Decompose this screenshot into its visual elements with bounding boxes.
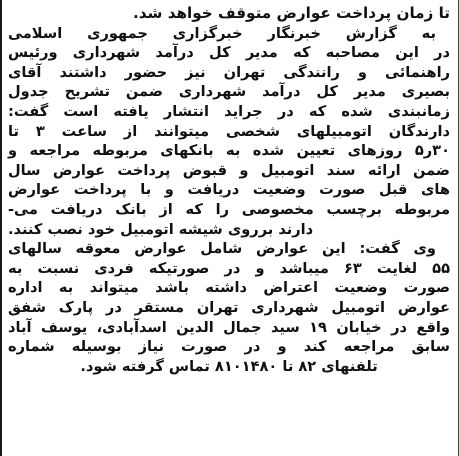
article-line-4: راهنمائی و رانندگی تهران نیز حضور داشتند آقای	[8, 63, 450, 81]
article-line-12: دارند برروی شیشه اتومبیل خود نصب کنند.	[8, 220, 314, 238]
article-line-17: واقع در خیابان ۱۹ سید جمال الدین اسدآبادی، یوسف آباد	[8, 318, 450, 336]
article-line-7: دارندگان اتومبیلهای شخصی میتوانند از ساعت ۳ تا	[8, 122, 451, 140]
article-line-19: تلفنهای ۸۲ تا ۸۱۰۱۴۸۰ تماس گرفته شود.	[80, 357, 378, 375]
article-line-10: های قبل صورت وضعیت دریافت و با پرداخت عوارض	[8, 181, 450, 199]
article-line-8: ۳۰ر۵ روزهای تعیین شده به بانکهای مربوطه مراجعه و	[8, 142, 450, 160]
article-line-3: در این مصاحبه که مدیر کل درآمد شهرداری ورئیس	[8, 44, 450, 62]
article-line-16: عوارض اتومبیل شهرداری تهران مستقر در پارک شفق	[8, 298, 450, 316]
article-line-14: ۵۵ لغایت ۶۳ میباشد و در صورتیکه فردی نسبت به	[8, 259, 450, 277]
article-line-13: وی گفت: این عوارض شامل عوارض معوقه سالهای	[8, 240, 436, 258]
article-line-1: تا زمان پرداخت عوارض متوقف خواهد شد.	[132, 4, 450, 22]
article-line-2: به گزارش خبرنگار خبرگزاری جمهوری اسلامی	[8, 24, 436, 42]
article-line-15: صورت وضعیت اعتراض داشته باشد میتواند به اداره	[8, 279, 450, 297]
article-line-18: سابق مراجعه کند و در صورت نیاز بوسیله شماره	[8, 338, 450, 356]
article-line-5: بصیری مدیر کل درآمد شهرداری ضمن تشریح جدول	[8, 83, 450, 101]
article-line-11: مربوطه برچسب مخصوصی را که از بانک دریافت می-	[8, 200, 450, 218]
article-line-6: زمانبندی شده که در جراید انتشار یافته است گفت:	[8, 102, 450, 120]
article-line-9: ضمن ارائه سند اتومبیل و قبوض پرداخت عوارض سال	[8, 161, 450, 179]
